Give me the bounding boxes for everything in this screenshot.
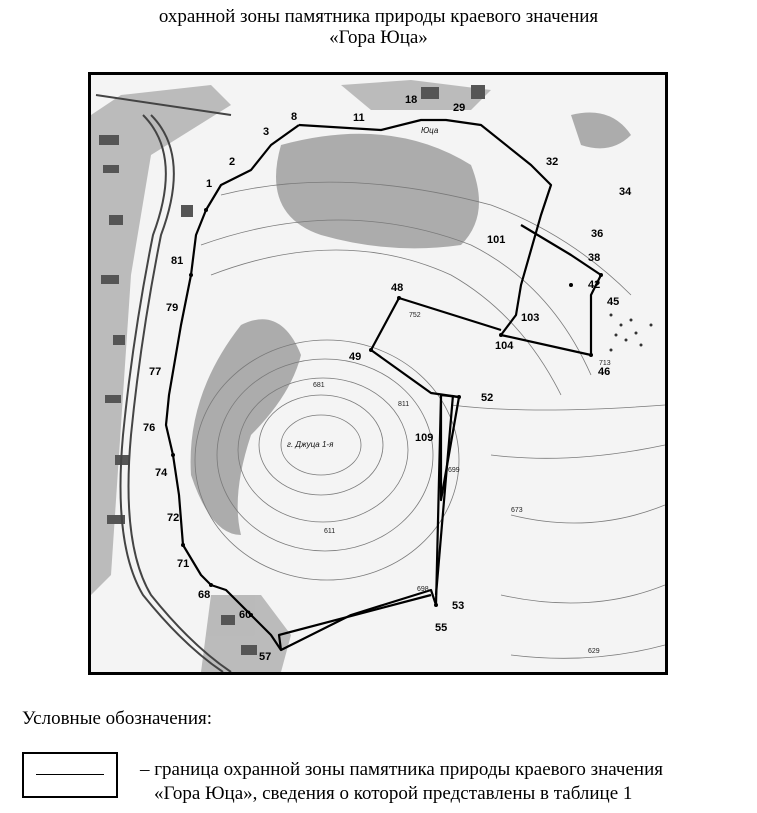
legend-boundary-symbol [22,752,118,798]
legend-description-line-1: – граница охранной зоны памятника природы краевого значения [140,759,663,780]
map-frame [88,72,668,675]
point-label-68: 68 [198,589,211,601]
point-label-38: 38 [588,252,601,264]
point-label-104: 104 [495,340,514,352]
point-label-79: 79 [166,302,179,314]
elevation-label-698: 698 [417,586,429,593]
topographic-map [91,75,665,672]
map-title-line-1: охранной зоны памятника природы краевого значения [158,6,599,27]
point-label-1: 1 [206,178,213,190]
elevation-label-673: 673 [511,507,523,514]
place-label-г.-Джуца-1-я: г. Джуца 1-я [287,440,334,449]
legend-title: Условные обозначения: [22,708,213,729]
forest-area [191,113,631,536]
legend-description [140,758,750,806]
point-label-18: 18 [405,94,418,106]
point-label-2: 2 [229,156,236,168]
point-label-76: 76 [143,422,156,434]
legend-boundary-line [36,774,104,775]
point-label-53: 53 [452,600,465,612]
point-label-3: 3 [263,126,270,138]
survey-markers [610,314,653,352]
elevation-label-699: 699 [448,467,460,474]
elevation-label-752: 752 [409,312,421,319]
point-label-109: 109 [415,432,434,444]
point-label-8: 8 [291,111,298,123]
point-label-29: 29 [453,102,466,114]
point-label-77: 77 [149,366,162,378]
place-label-Юца: Юца [421,126,439,135]
elevation-label-681: 681 [313,382,325,389]
point-label-71: 71 [177,558,190,570]
point-label-36: 36 [591,228,604,240]
point-label-11: 11 [353,112,365,124]
point-label-34: 34 [619,186,632,198]
point-label-57: 57 [259,651,272,663]
point-label-81: 81 [171,255,184,267]
point-label-60: 60 [239,609,252,621]
point-label-49: 49 [349,351,362,363]
point-label-72: 72 [167,512,180,524]
map-title-line-2: «Гора Юца» [329,27,428,48]
point-label-46: 46 [598,366,611,378]
elevation-label-611: 611 [324,528,336,535]
elevation-label-629: 629 [588,648,600,655]
point-label-74: 74 [155,467,168,479]
elevation-label-713: 713 [599,360,611,367]
point-label-45: 45 [607,296,620,308]
point-label-48: 48 [391,282,404,294]
point-label-55: 55 [435,622,448,634]
point-label-52: 52 [481,392,494,404]
legend-description-line-2: «Гора Юца», сведения о которой представлены в таблице 1 [154,783,633,804]
elevation-label-811: 811 [398,401,410,408]
point-label-101: 101 [487,234,506,246]
point-label-103: 103 [521,312,540,324]
point-label-42: 42 [588,279,601,291]
point-label-32: 32 [546,156,559,168]
